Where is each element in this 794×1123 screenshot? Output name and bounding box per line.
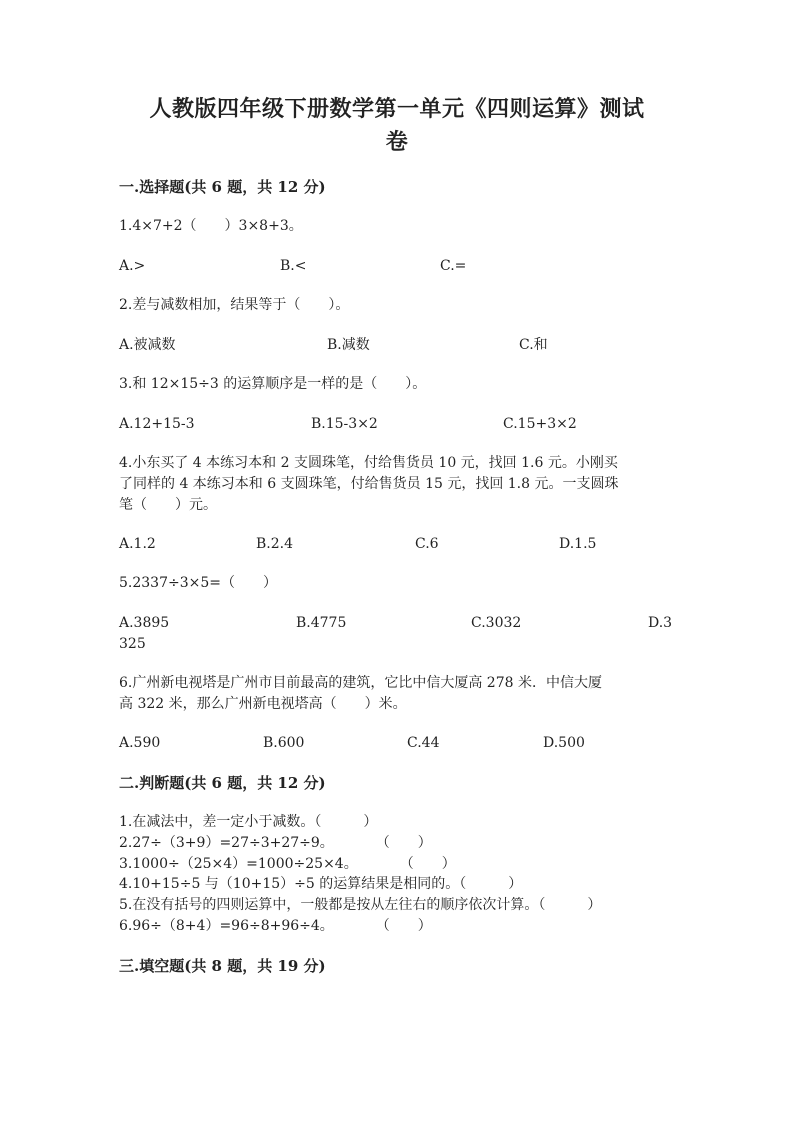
- question-4-stem-line-2: 了同样的 4 本练习本和 6 支圆珠笔，付给售货员 15 元，找回 1.8 元。一支圆珠: [119, 476, 619, 492]
- question-2-option-b: B.减数: [327, 337, 370, 353]
- true-false-item-4: 4.10+15÷5 与（10+15）÷5 的运算结果是相同的。（ ）: [119, 876, 523, 892]
- true-false-item-5: 5.在没有括号的四则运算中，一般都是按从左往右的顺序依次计算。（ ）: [119, 897, 602, 913]
- true-false-item-3: 3.1000÷（25×4）=1000÷25×4。 （ ）: [119, 856, 456, 872]
- page-title: [100, 93, 694, 159]
- question-1-stem: 1.4×7+2（ ）3×8+3。: [119, 218, 303, 234]
- question-4-option-d: D.1.5: [559, 536, 597, 552]
- question-5-option-d-wrap: 325: [119, 636, 146, 652]
- question-4-option-a: A.1.2: [119, 536, 156, 552]
- title-line-1: 人教版四年级下册数学第一单元《四则运算》测试: [149, 96, 645, 122]
- question-4-option-c: C.6: [415, 536, 439, 552]
- question-2-option-c: C.和: [519, 337, 548, 353]
- section-heading-choice: 一.选择题(共 6 题，共 12 分): [119, 178, 326, 196]
- true-false-item-6: 6.96÷（8+4）=96÷8+96÷4。 （ ）: [119, 918, 432, 934]
- question-1-option-b: B.<: [280, 258, 307, 274]
- true-false-item-2: 2.27÷（3+9）=27÷3+27÷9。 （ ）: [119, 835, 432, 851]
- title-line-2: 卷: [385, 129, 409, 155]
- section-heading-true-false: 二.判断题(共 6 题，共 12 分): [119, 774, 326, 792]
- question-1-option-c: C.=: [440, 258, 467, 274]
- question-5-option-b: B.4775: [296, 615, 347, 631]
- question-6-option-a: A.590: [119, 735, 161, 751]
- question-4-option-b: B.2.4: [256, 536, 294, 552]
- question-5-option-c: C.3032: [471, 615, 522, 631]
- question-6-stem-line-2: 高 322 米，那么广州新电视塔高（ ）米。: [119, 696, 407, 712]
- question-4-stem-line-3: 笔（ ）元。: [119, 497, 217, 513]
- question-6-stem-line-1: 6.广州新电视塔是广州市目前最高的建筑，它比中信大厦高 278 米．中信大厦: [119, 675, 602, 691]
- question-6-option-d: D.500: [543, 735, 585, 751]
- question-4-stem-line-1: 4.小东买了 4 本练习本和 2 支圆珠笔，付给售货员 10 元，找回 1.6 元。小刚买: [119, 455, 618, 471]
- question-3-option-b: B.15-3×2: [311, 416, 378, 432]
- question-1-option-a: A.>: [119, 258, 146, 274]
- question-5-option-a: A.3895: [119, 615, 170, 631]
- question-5-stem: 5.2337÷3×5=（ ）: [119, 575, 277, 591]
- question-3-stem: 3.和 12×15÷3 的运算顺序是一样的是（ ）。: [119, 376, 427, 392]
- question-5-option-d: D.3: [648, 615, 673, 631]
- true-false-item-1: 1.在减法中，差一定小于减数。（ ）: [119, 814, 378, 830]
- question-3-option-c: C.15+3×2: [503, 416, 577, 432]
- question-2-stem: 2.差与减数相加，结果等于（ ）。: [119, 297, 350, 313]
- question-2-option-a: A.被减数: [119, 337, 176, 353]
- question-3-option-a: A.12+15-3: [119, 416, 195, 432]
- section-heading-fill-in: 三.填空题(共 8 题，共 19 分): [119, 957, 326, 975]
- question-6-option-b: B.600: [263, 735, 305, 751]
- question-6-option-c: C.44: [407, 735, 440, 751]
